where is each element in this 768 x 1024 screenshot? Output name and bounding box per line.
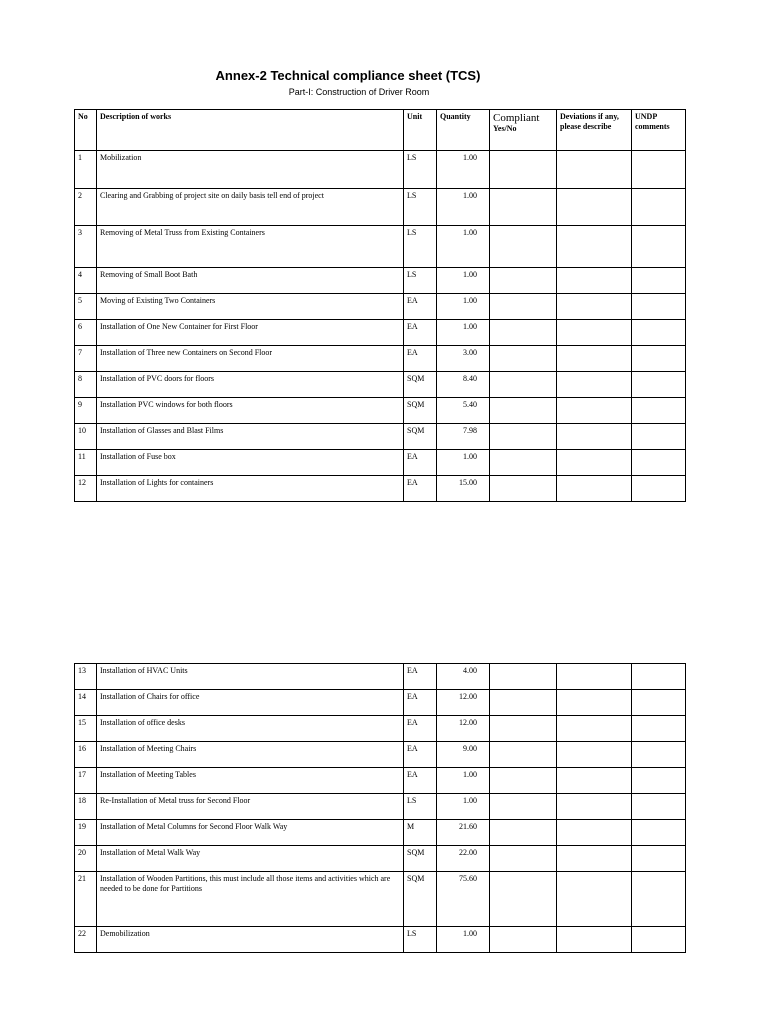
cell-deviations	[557, 716, 632, 742]
cell-compliant	[490, 664, 557, 690]
cell-no: 6	[75, 320, 97, 346]
header-compliant	[490, 110, 557, 151]
cell-description: Installation of Meeting Chairs	[97, 742, 404, 768]
cell-undp-comments	[632, 294, 686, 320]
cell-deviations	[557, 372, 632, 398]
cell-no: 18	[75, 794, 97, 820]
table-row	[75, 690, 686, 716]
header-no: No	[75, 110, 97, 151]
table-row	[75, 476, 686, 502]
cell-quantity: 1.00	[437, 768, 490, 794]
cell-deviations	[557, 450, 632, 476]
cell-description: Installation of Metal Columns for Second Floor Walk Way	[97, 820, 404, 846]
cell-undp-comments	[632, 372, 686, 398]
cell-quantity: 1.00	[437, 268, 490, 294]
cell-undp-comments	[632, 690, 686, 716]
cell-undp-comments	[632, 846, 686, 872]
cell-unit: SQM	[404, 424, 437, 450]
cell-quantity: 9.00	[437, 742, 490, 768]
cell-unit: LS	[404, 151, 437, 189]
cell-unit: SQM	[404, 398, 437, 424]
cell-compliant	[490, 872, 557, 927]
cell-undp-comments	[632, 320, 686, 346]
cell-undp-comments	[632, 450, 686, 476]
cell-description: Installation of Fuse box	[97, 450, 404, 476]
table-row	[75, 151, 686, 189]
cell-unit: EA	[404, 690, 437, 716]
cell-deviations	[557, 872, 632, 927]
cell-unit: EA	[404, 346, 437, 372]
cell-compliant	[490, 768, 557, 794]
cell-undp-comments	[632, 872, 686, 927]
cell-unit: SQM	[404, 372, 437, 398]
header-deviations: Deviations if any, please describe	[557, 110, 632, 151]
cell-compliant	[490, 742, 557, 768]
table-row	[75, 664, 686, 690]
cell-undp-comments	[632, 794, 686, 820]
cell-description: Installation of PVC doors for floors	[97, 372, 404, 398]
cell-undp-comments	[632, 476, 686, 502]
table-row	[75, 820, 686, 846]
cell-deviations	[557, 424, 632, 450]
cell-compliant	[490, 151, 557, 189]
cell-description: Installation of One New Container for First Floor	[97, 320, 404, 346]
cell-undp-comments	[632, 768, 686, 794]
cell-quantity: 1.00	[437, 450, 490, 476]
cell-no: 4	[75, 268, 97, 294]
header-unit: Unit	[404, 110, 437, 151]
cell-compliant	[490, 424, 557, 450]
cell-description: Installation PVC windows for both floors	[97, 398, 404, 424]
cell-description: Installation of Wooden Partitions, this must include all those items and activities which are needed to be done for Partitions	[97, 872, 404, 927]
cell-undp-comments	[632, 151, 686, 189]
cell-quantity: 4.00	[437, 664, 490, 690]
header-compliant-label: Compliant	[493, 112, 540, 124]
cell-no: 5	[75, 294, 97, 320]
table-row	[75, 716, 686, 742]
cell-description: Installation of Lights for containers	[97, 476, 404, 502]
cell-no: 15	[75, 716, 97, 742]
cell-undp-comments	[632, 927, 686, 953]
cell-quantity: 12.00	[437, 716, 490, 742]
cell-undp-comments	[632, 268, 686, 294]
cell-unit: LS	[404, 189, 437, 226]
cell-unit: EA	[404, 716, 437, 742]
cell-compliant	[490, 346, 557, 372]
cell-compliant	[490, 398, 557, 424]
cell-unit: EA	[404, 294, 437, 320]
cell-deviations	[557, 768, 632, 794]
cell-deviations	[557, 226, 632, 268]
cell-unit: M	[404, 820, 437, 846]
cell-quantity: 22.00	[437, 846, 490, 872]
cell-unit: LS	[404, 794, 437, 820]
table-row	[75, 189, 686, 226]
cell-undp-comments	[632, 742, 686, 768]
cell-description: Installation of HVAC Units	[97, 664, 404, 690]
cell-quantity: 1.00	[437, 189, 490, 226]
table-row	[75, 268, 686, 294]
cell-compliant	[490, 294, 557, 320]
cell-no: 20	[75, 846, 97, 872]
cell-undp-comments	[632, 664, 686, 690]
cell-unit: LS	[404, 226, 437, 268]
cell-compliant	[490, 820, 557, 846]
cell-no: 8	[75, 372, 97, 398]
cell-deviations	[557, 476, 632, 502]
cell-deviations	[557, 294, 632, 320]
header-description: Description of works	[97, 110, 404, 151]
cell-description: Re-Installation of Metal truss for Second Floor	[97, 794, 404, 820]
cell-compliant	[490, 189, 557, 226]
cell-unit: EA	[404, 320, 437, 346]
cell-compliant	[490, 927, 557, 953]
cell-quantity: 21.60	[437, 820, 490, 846]
cell-no: 9	[75, 398, 97, 424]
table-row	[75, 450, 686, 476]
table-row	[75, 320, 686, 346]
cell-no: 17	[75, 768, 97, 794]
cell-compliant	[490, 372, 557, 398]
cell-deviations	[557, 927, 632, 953]
cell-no: 7	[75, 346, 97, 372]
cell-unit: EA	[404, 742, 437, 768]
cell-quantity: 1.00	[437, 794, 490, 820]
cell-unit: LS	[404, 268, 437, 294]
table-row	[75, 927, 686, 953]
cell-compliant	[490, 450, 557, 476]
document-subtitle: Part-I: Construction of Driver Room	[288, 87, 430, 97]
cell-undp-comments	[632, 346, 686, 372]
cell-description: Demobilization	[97, 927, 404, 953]
cell-no: 13	[75, 664, 97, 690]
cell-compliant	[490, 226, 557, 268]
cell-no: 22	[75, 927, 97, 953]
cell-compliant	[490, 476, 557, 502]
cell-quantity: 7.98	[437, 424, 490, 450]
cell-quantity: 3.00	[437, 346, 490, 372]
table-row	[75, 872, 686, 927]
cell-quantity: 1.00	[437, 320, 490, 346]
table-row	[75, 372, 686, 398]
cell-undp-comments	[632, 226, 686, 268]
cell-description: Clearing and Grabbing of project site on daily basis tell end of project	[97, 189, 404, 226]
cell-no: 21	[75, 872, 97, 927]
cell-quantity: 1.00	[437, 927, 490, 953]
header-undp-comments: UNDP comments	[632, 110, 686, 151]
cell-deviations	[557, 846, 632, 872]
cell-deviations	[557, 268, 632, 294]
header-compliant-sub: Yes/No	[493, 124, 517, 133]
cell-compliant	[490, 794, 557, 820]
cell-description: Installation of office desks	[97, 716, 404, 742]
cell-deviations	[557, 794, 632, 820]
cell-no: 14	[75, 690, 97, 716]
cell-quantity: 1.00	[437, 226, 490, 268]
cell-unit: SQM	[404, 846, 437, 872]
cell-no: 16	[75, 742, 97, 768]
table-row	[75, 294, 686, 320]
cell-compliant	[490, 846, 557, 872]
cell-compliant	[490, 320, 557, 346]
cell-deviations	[557, 690, 632, 716]
cell-no: 1	[75, 151, 97, 189]
cell-description: Installation of Meeting Tables	[97, 768, 404, 794]
cell-description: Removing of Metal Truss from Existing Containers	[97, 226, 404, 268]
cell-deviations	[557, 189, 632, 226]
cell-deviations	[557, 346, 632, 372]
cell-no: 3	[75, 226, 97, 268]
cell-undp-comments	[632, 424, 686, 450]
cell-compliant	[490, 716, 557, 742]
compliance-table-part2	[74, 663, 686, 953]
cell-unit: EA	[404, 450, 437, 476]
cell-description: Installation of Metal Walk Way	[97, 846, 404, 872]
table-row	[75, 846, 686, 872]
cell-description: Moving of Existing Two Containers	[97, 294, 404, 320]
cell-quantity: 1.00	[437, 294, 490, 320]
cell-unit: EA	[404, 768, 437, 794]
cell-quantity: 1.00	[437, 151, 490, 189]
cell-deviations	[557, 151, 632, 189]
cell-deviations	[557, 664, 632, 690]
cell-undp-comments	[632, 398, 686, 424]
compliance-table-part1	[74, 109, 686, 502]
cell-undp-comments	[632, 820, 686, 846]
document-title: Annex-2 Technical compliance sheet (TCS)	[215, 68, 481, 83]
cell-description: Installation of Glasses and Blast Films	[97, 424, 404, 450]
cell-no: 19	[75, 820, 97, 846]
cell-deviations	[557, 320, 632, 346]
cell-description: Removing of Small Boot Bath	[97, 268, 404, 294]
cell-quantity: 15.00	[437, 476, 490, 502]
cell-description: Mobilization	[97, 151, 404, 189]
cell-compliant	[490, 268, 557, 294]
cell-compliant	[490, 690, 557, 716]
cell-deviations	[557, 398, 632, 424]
cell-description: Installation of Chairs for office	[97, 690, 404, 716]
table-row	[75, 346, 686, 372]
cell-deviations	[557, 820, 632, 846]
cell-unit: EA	[404, 476, 437, 502]
cell-quantity: 5.40	[437, 398, 490, 424]
table-header-row	[75, 110, 686, 151]
cell-no: 12	[75, 476, 97, 502]
cell-undp-comments	[632, 716, 686, 742]
cell-no: 2	[75, 189, 97, 226]
cell-unit: EA	[404, 664, 437, 690]
cell-no: 11	[75, 450, 97, 476]
table-row	[75, 742, 686, 768]
cell-quantity: 8.40	[437, 372, 490, 398]
cell-unit: SQM	[404, 872, 437, 927]
table-row	[75, 398, 686, 424]
header-quantity: Quantity	[437, 110, 490, 151]
table-row	[75, 424, 686, 450]
table-row	[75, 768, 686, 794]
cell-unit: LS	[404, 927, 437, 953]
table-row	[75, 226, 686, 268]
cell-undp-comments	[632, 189, 686, 226]
cell-quantity: 12.00	[437, 690, 490, 716]
cell-quantity: 75.60	[437, 872, 490, 927]
cell-no: 10	[75, 424, 97, 450]
cell-deviations	[557, 742, 632, 768]
cell-description: Installation of Three new Containers on Second Floor	[97, 346, 404, 372]
table-row	[75, 794, 686, 820]
